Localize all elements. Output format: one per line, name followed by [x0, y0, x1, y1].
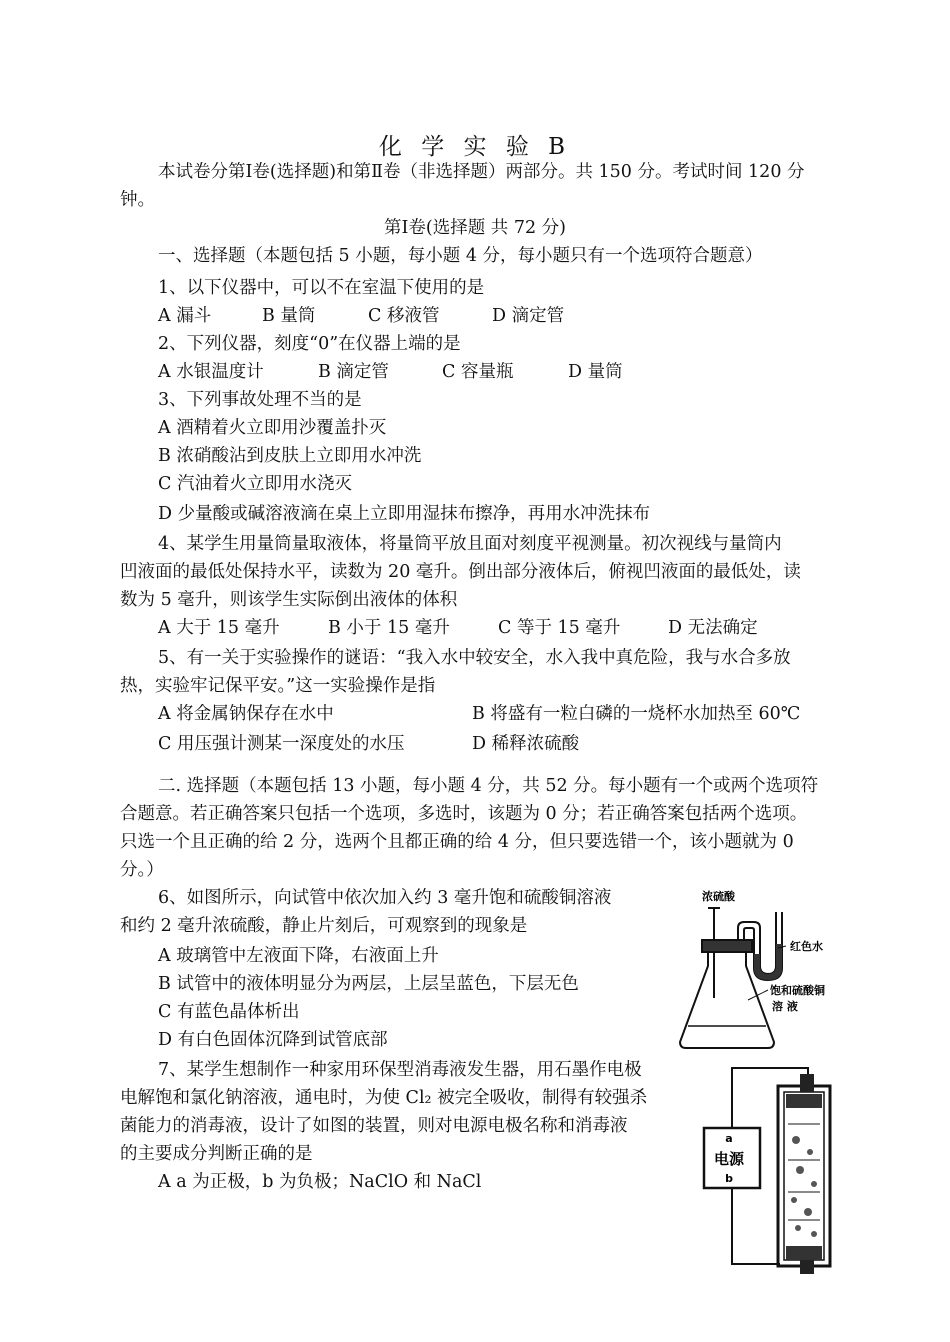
q5-stem-line-1: 5、有一关于实验操作的谜语：“我入水中较安全，水入我中真危险，我与水合多放: [158, 648, 791, 668]
q7-figure-label-a: a: [725, 1132, 733, 1145]
q5-option-b: B 将盛有一粒白磷的一烧杯水加热至 60℃: [472, 704, 801, 724]
intro-line-2: 钟。: [120, 190, 155, 210]
q3-option-b: B 浓硝酸沾到皮肤上立即用水冲洗: [158, 446, 422, 466]
q4-stem-line-1: 4、某学生用量筒量取液体，将量筒平放且面对刻度平视测量。初次视线与量筒内: [158, 534, 782, 554]
q2-option-a: A 水银温度计: [158, 362, 264, 382]
section1-heading: 一、选择题（本题包括 5 小题，每小题 4 分，每小题只有一个选项符合题意）: [158, 246, 763, 266]
q2-option-c: C 容量瓶: [442, 362, 514, 382]
q1-stem: 1、以下仪器中，可以不在室温下使用的是: [158, 278, 485, 298]
q2-option-d: D 量筒: [568, 362, 623, 382]
q3-stem: 3、下列事故处理不当的是: [158, 390, 362, 410]
section2-heading-line-3: 只选一个且正确的给 2 分，选两个且都正确的给 4 分，但只要选错一个，该小题就为 0: [120, 832, 794, 852]
q6-option-b: B 试管中的液体明显分为两层，上层呈蓝色，下层无色: [158, 974, 579, 994]
q7-figure-label-b: b: [725, 1172, 733, 1185]
q3-option-a: A 酒精着火立即用沙覆盖扑灭: [158, 418, 387, 438]
section2-heading-line-2: 合题意。若正确答案只包括一个选项，多选时，该题为 0 分；若正确答案包括两个选项。: [120, 804, 808, 824]
q6-figure-label-right: 红色水: [790, 940, 823, 953]
q4-option-b: B 小于 15 毫升: [328, 618, 450, 638]
q7-stem-line-3: 菌能力的消毒液，设计了如图的装置，则对电源电极名称和消毒液: [120, 1116, 628, 1136]
page-title: 化 学 实 验 B: [378, 134, 572, 160]
intro-line-1: 本试卷分第Ⅰ卷(选择题)和第Ⅱ卷（非选择题）两部分。共 150 分。考试时间 120 分: [158, 162, 805, 182]
q3-option-d: D 少量酸或碱溶液滴在桌上立即用湿抹布擦净，再用水冲洗抹布: [158, 504, 651, 524]
q1-option-c: C 移液管: [368, 306, 440, 326]
q2-stem: 2、下列仪器，刻度“0”在仪器上端的是: [158, 334, 461, 354]
part1-title: 第Ⅰ卷(选择题 共 72 分): [383, 218, 567, 238]
q6-option-c: C 有蓝色晶体析出: [158, 1002, 300, 1022]
q1-option-b: B 量筒: [262, 306, 316, 326]
q7-stem-line-4: 的主要成分判断正确的是: [120, 1144, 313, 1164]
q6-option-a: A 玻璃管中左液面下降，右液面上升: [158, 946, 439, 966]
q6-figure-label-top: 浓硫酸: [702, 890, 735, 903]
q5-option-d: D 稀释浓硫酸: [472, 734, 580, 754]
q6-stem-line-2: 和约 2 毫升浓硫酸，静止片刻后，可观察到的现象是: [120, 916, 528, 936]
section2-heading-line-1: 二. 选择题（本题包括 13 小题，每小题 4 分，共 52 分。每小题有一个或两个选项符: [158, 776, 819, 796]
q4-stem-line-3: 数为 5 毫升，则该学生实际倒出液体的体积: [120, 590, 458, 610]
q3-option-c: C 汽油着火立即用水浇灭: [158, 474, 352, 494]
q5-option-a: A 将金属钠保存在水中: [158, 704, 334, 724]
q7-figure-label-power: 电源: [713, 1150, 745, 1168]
q4-option-c: C 等于 15 毫升: [498, 618, 621, 638]
q6-figure-label-bottom-1: 饱和硫酸铜: [770, 984, 825, 997]
q4-option-a: A 大于 15 毫升: [158, 618, 280, 638]
q4-option-d: D 无法确定: [668, 618, 758, 638]
q6-stem-line-1: 6、如图所示，向试管中依次加入约 3 毫升饱和硫酸铜溶液: [158, 888, 612, 908]
q5-stem-line-2: 热，实验牢记保平安。”这一实验操作是指: [120, 676, 436, 696]
q4-stem-line-2: 凹液面的最低处保持水平，读数为 20 毫升。倒出部分液体后，俯视凹液面的最低处，读: [120, 562, 801, 582]
q1-option-a: A 漏斗: [158, 306, 212, 326]
q1-option-d: D 滴定管: [492, 306, 565, 326]
q5-option-c: C 用压强计测某一深度处的水压: [158, 734, 405, 754]
q6-option-d: D 有白色固体沉降到试管底部: [158, 1030, 388, 1050]
section2-heading-line-4: 分。）: [120, 860, 164, 880]
q7-electrolysis-figure: [700, 1060, 840, 1280]
q7-stem-line-2: 电解饱和氯化钠溶液，通电时，为使 Cl₂ 被完全吸收，制得有较强杀: [120, 1088, 648, 1108]
q7-stem-line-1: 7、某学生想制作一种家用环保型消毒液发生器，用石墨作电极: [158, 1060, 642, 1080]
q6-apparatus-figure: [668, 888, 840, 1058]
q6-figure-label-bottom-2: 溶 液: [772, 1000, 798, 1013]
q2-option-b: B 滴定管: [318, 362, 389, 382]
q7-option-a: A a 为正极，b 为负极；NaClO 和 NaCl: [158, 1172, 482, 1192]
